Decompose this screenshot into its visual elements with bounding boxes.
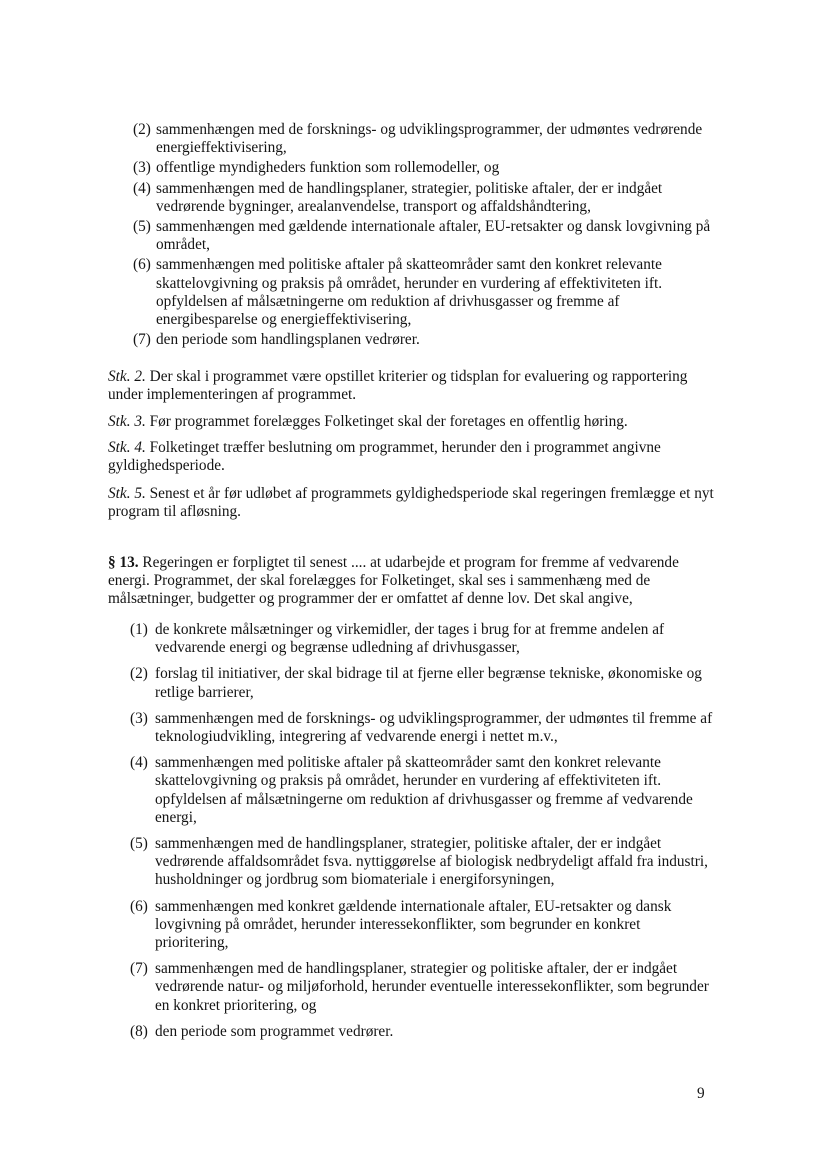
item-text: sammenhængen med politiske aftaler på skatteområder samt den konkret relevante skattelovgivning og praksis på området, herunder en vurdering af effektiviteten ift. opfyldelsen af målsætningerne om reduktion af drivhusgasser og fremme af energibesparelse og energieffektivisering,: [156, 256, 663, 329]
item-number: (2): [133, 121, 151, 138]
item-number: (3): [133, 159, 151, 177]
list-a-item-3: [133, 159, 713, 177]
stk-text: Senest et år før udløbet af programmets gyldighedsperiode skal regeringen fremlægge et nyt program til afløsning.: [108, 485, 714, 521]
list-b-item-3: [130, 710, 715, 746]
list-a-item-2: [133, 121, 713, 157]
stk-text: Der skal i programmet være opstillet kriterier og tidsplan for evaluering og rapportering under implementeringen af programmet.: [108, 368, 688, 404]
item-number: (5): [133, 218, 151, 236]
item-number: (3): [130, 709, 148, 727]
item-number: (1): [130, 621, 148, 638]
stk-label: Stk. 5.: [108, 485, 146, 502]
item-text: den periode som handlingsplanen vedrører.: [156, 331, 420, 349]
stk-2-paragraph: [108, 368, 718, 404]
stk-4-paragraph: [108, 439, 718, 475]
stk-label: Stk. 4.: [108, 439, 146, 456]
list-b-item-4: [130, 754, 715, 827]
stk-text: Før programmet forelægges Folketinget skal der foretages en offentlig høring.: [149, 413, 628, 430]
list-a-item-4: [133, 180, 713, 216]
list-b: [130, 621, 715, 1041]
section-13-paragraph: [108, 554, 718, 609]
stk-text: Folketinget træffer beslutning om programmet, herunder den i programmet angivne gyldighedsperiode.: [108, 439, 661, 475]
item-number: (4): [130, 754, 148, 772]
list-b-item-8: [130, 1023, 715, 1041]
list-a: [133, 121, 713, 349]
list-b-item-6: [130, 898, 715, 953]
item-text: de konkrete målsætninger og virkemidler, der tages i brug for at fremme andelen af vedvarende energi og begrænse udledning af drivhusgasser,: [155, 621, 665, 657]
list-a-item-5: [133, 218, 713, 254]
list-b-item-7: [130, 960, 715, 1015]
list-b-item-5: [130, 835, 715, 890]
item-text: sammenhængen med konkret gældende internationale aftaler, EU-retsakter og dansk lovgivning på området, herunder interessekonflikter, som begrunder en konkret prioritering,: [155, 897, 672, 952]
item-number: (6): [130, 897, 148, 915]
item-text: sammenhængen med politiske aftaler på skatteområder samt den konkret relevante skattelovgivning og praksis på området, herunder en vurdering af effektiviteten ift. opfyldelsen af målsætningerne om reduktion af drivhusgasser og fremme af vedvarende energi,: [155, 754, 693, 826]
stk-5-paragraph: [108, 485, 718, 521]
item-number: (6): [133, 256, 151, 274]
item-text: forslag til initiativer, der skal bidrage til at fjerne eller begrænse tekniske, økonomiske og retlige barrierer,: [155, 665, 702, 701]
item-text: sammenhængen med de forsknings- og udviklingsprogrammer, der udmøntes vedrørende energieffektivisering,: [156, 121, 703, 157]
item-number: (7): [133, 331, 151, 349]
item-text: sammenhængen med de handlingsplaner, strategier, politiske aftaler, der er indgået vedrørende bygninger, arealanvendelse, transport og affaldshåndtering,: [156, 179, 663, 215]
item-text: sammenhængen med de forsknings- og udviklingsprogrammer, der udmøntes til fremme af teknologiudvikling, integrering af vedvarende energi i nettet m.v.,: [155, 709, 713, 746]
item-text: sammenhængen med de handlingsplaner, strategier og politiske aftaler, der er indgået vedrørende natur- og miljøforhold, herunder eventuelle interessekonflikter, som begrunder en konkret prioritering, og: [155, 960, 709, 1014]
stk-label: Stk. 2.: [108, 368, 146, 385]
item-number: (8): [130, 1022, 148, 1040]
item-number: (4): [133, 179, 151, 197]
list-b-item-2: [130, 665, 715, 701]
list-a-item-6: [133, 256, 713, 329]
item-text: sammenhængen med gældende internationale aftaler, EU-retsakter og dansk lovgivning på området,: [156, 218, 711, 254]
list-b-item-1: [130, 621, 715, 657]
stk-3-paragraph: [108, 413, 718, 431]
item-text: offentlige myndigheders funktion som rollemodeller, og: [156, 159, 500, 177]
stk-label: Stk. 3.: [108, 413, 146, 430]
item-number: (7): [130, 960, 148, 978]
item-number: (2): [130, 665, 148, 683]
item-number: (5): [130, 835, 148, 853]
page-number: 9: [697, 1085, 705, 1102]
list-a-item-7: [133, 331, 713, 349]
item-text: den periode som programmet vedrører.: [155, 1022, 394, 1040]
section-text: Regeringen er forpligtet til senest .... at udarbejde et program for fremme af vedvarende energi. Programmet, der skal forelægges for Folketinget, skal ses i sammenhæng med de målsætninger, budgetter og programmer der er omfattet af denne lov. Det skal angive,: [108, 554, 679, 608]
item-text: sammenhængen med de handlingsplaner, strategier, politiske aftaler, der er indgået vedrørende affaldsområdet fsva. nyttiggørelse af biologisk nedbrydeligt affald fra industri, husholdninger og jordbrug som biomateriale i energiforsyningen,: [155, 835, 708, 889]
section-heading: § 13.: [108, 554, 139, 571]
